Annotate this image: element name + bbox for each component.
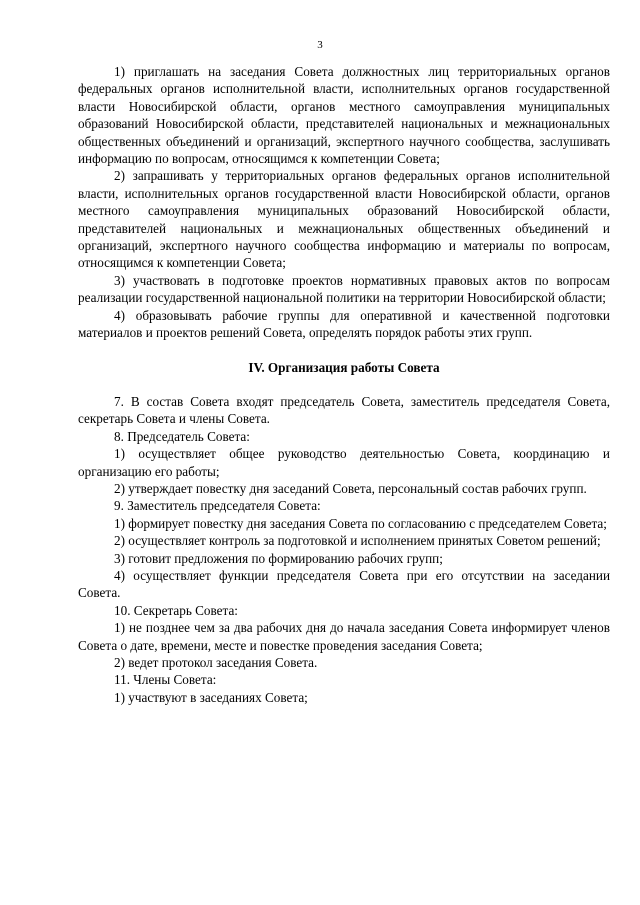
paragraph-item: 2) запрашивать у территориальных органов федеральных органов исполнительной власти, исполнительных органов государственной власти Новосибирской области, органов местного самоуправления муниципальных образований Новосибирской области, представителей национальных и межнациональных общественных объединений и организаций, экспертного научного сообщества информацию и материалы по вопросам, относящимся к компетенции Совета; (78, 168, 610, 271)
page-number: 3 (317, 39, 323, 51)
paragraph-item: 9. Заместитель председателя Совета: (114, 498, 321, 514)
paragraph-item: 1) не позднее чем за два рабочих дня до начала заседания Совета информирует членов Совета о дате, времени, месте и повестке проведения заседания Совета; (78, 620, 610, 653)
paragraph-item: 8. Председатель Совета: (114, 428, 250, 444)
paragraph-item: 1) осуществляет общее руководство деятельностью Совета, координацию и организацию его работы; (78, 446, 610, 479)
paragraph-item: 1) формирует повестку дня заседания Совета по согласованию с председателем Совета; (114, 515, 607, 531)
paragraph-item: 3) участвовать в подготовке проектов нормативных правовых актов по вопросам реализации государственной национальной политики на территории Новосибирской области; (78, 272, 610, 306)
paragraph-item: 1) приглашать на заседания Совета должностных лиц территориальных органов федеральных органов исполнительной власти, исполнительных органов государственной власти Новосибирской области, органов местного самоуправления муниципальных образований Новосибирской области, представителей национальных и межнациональных общественных объединений и организаций, экспертного научного сообщества, заслушивать информацию по вопросам, относящимся к компетенции Совета; (78, 64, 610, 167)
document-body (78, 63, 610, 706)
paragraph-item: 4) образовывать рабочие группы для оперативной и качественной подготовки материалов и проектов решений Совета, определять порядок работы этих групп. (78, 307, 610, 341)
paragraph-item: 4) осуществляет функции председателя Совета при его отсутствии на заседании Совета. (78, 567, 610, 601)
paragraph-item: 2) осуществляет контроль за подготовкой и исполнением принятых Советом решений; (114, 533, 601, 549)
paragraph-item: 2) утверждает повестку дня заседаний Совета, персональный состав рабочих групп. (114, 480, 587, 496)
paragraph-item: 10. Секретарь Совета: (114, 602, 238, 618)
paragraph-item: 1) участвуют в заседаниях Совета; (114, 689, 308, 705)
paragraph-item: 11. Члены Совета: (114, 672, 217, 688)
paragraph-item: 3) готовит предложения по формированию рабочих групп; (114, 550, 443, 566)
paragraph-item: 2) ведет протокол заседания Совета. (114, 655, 318, 670)
paragraph-item: 7. В состав Совета входят председатель Совета, заместитель председателя Совета, секретарь Совета и члены Совета. (78, 393, 610, 427)
section-heading: IV. Организация работы Совета (248, 359, 440, 375)
